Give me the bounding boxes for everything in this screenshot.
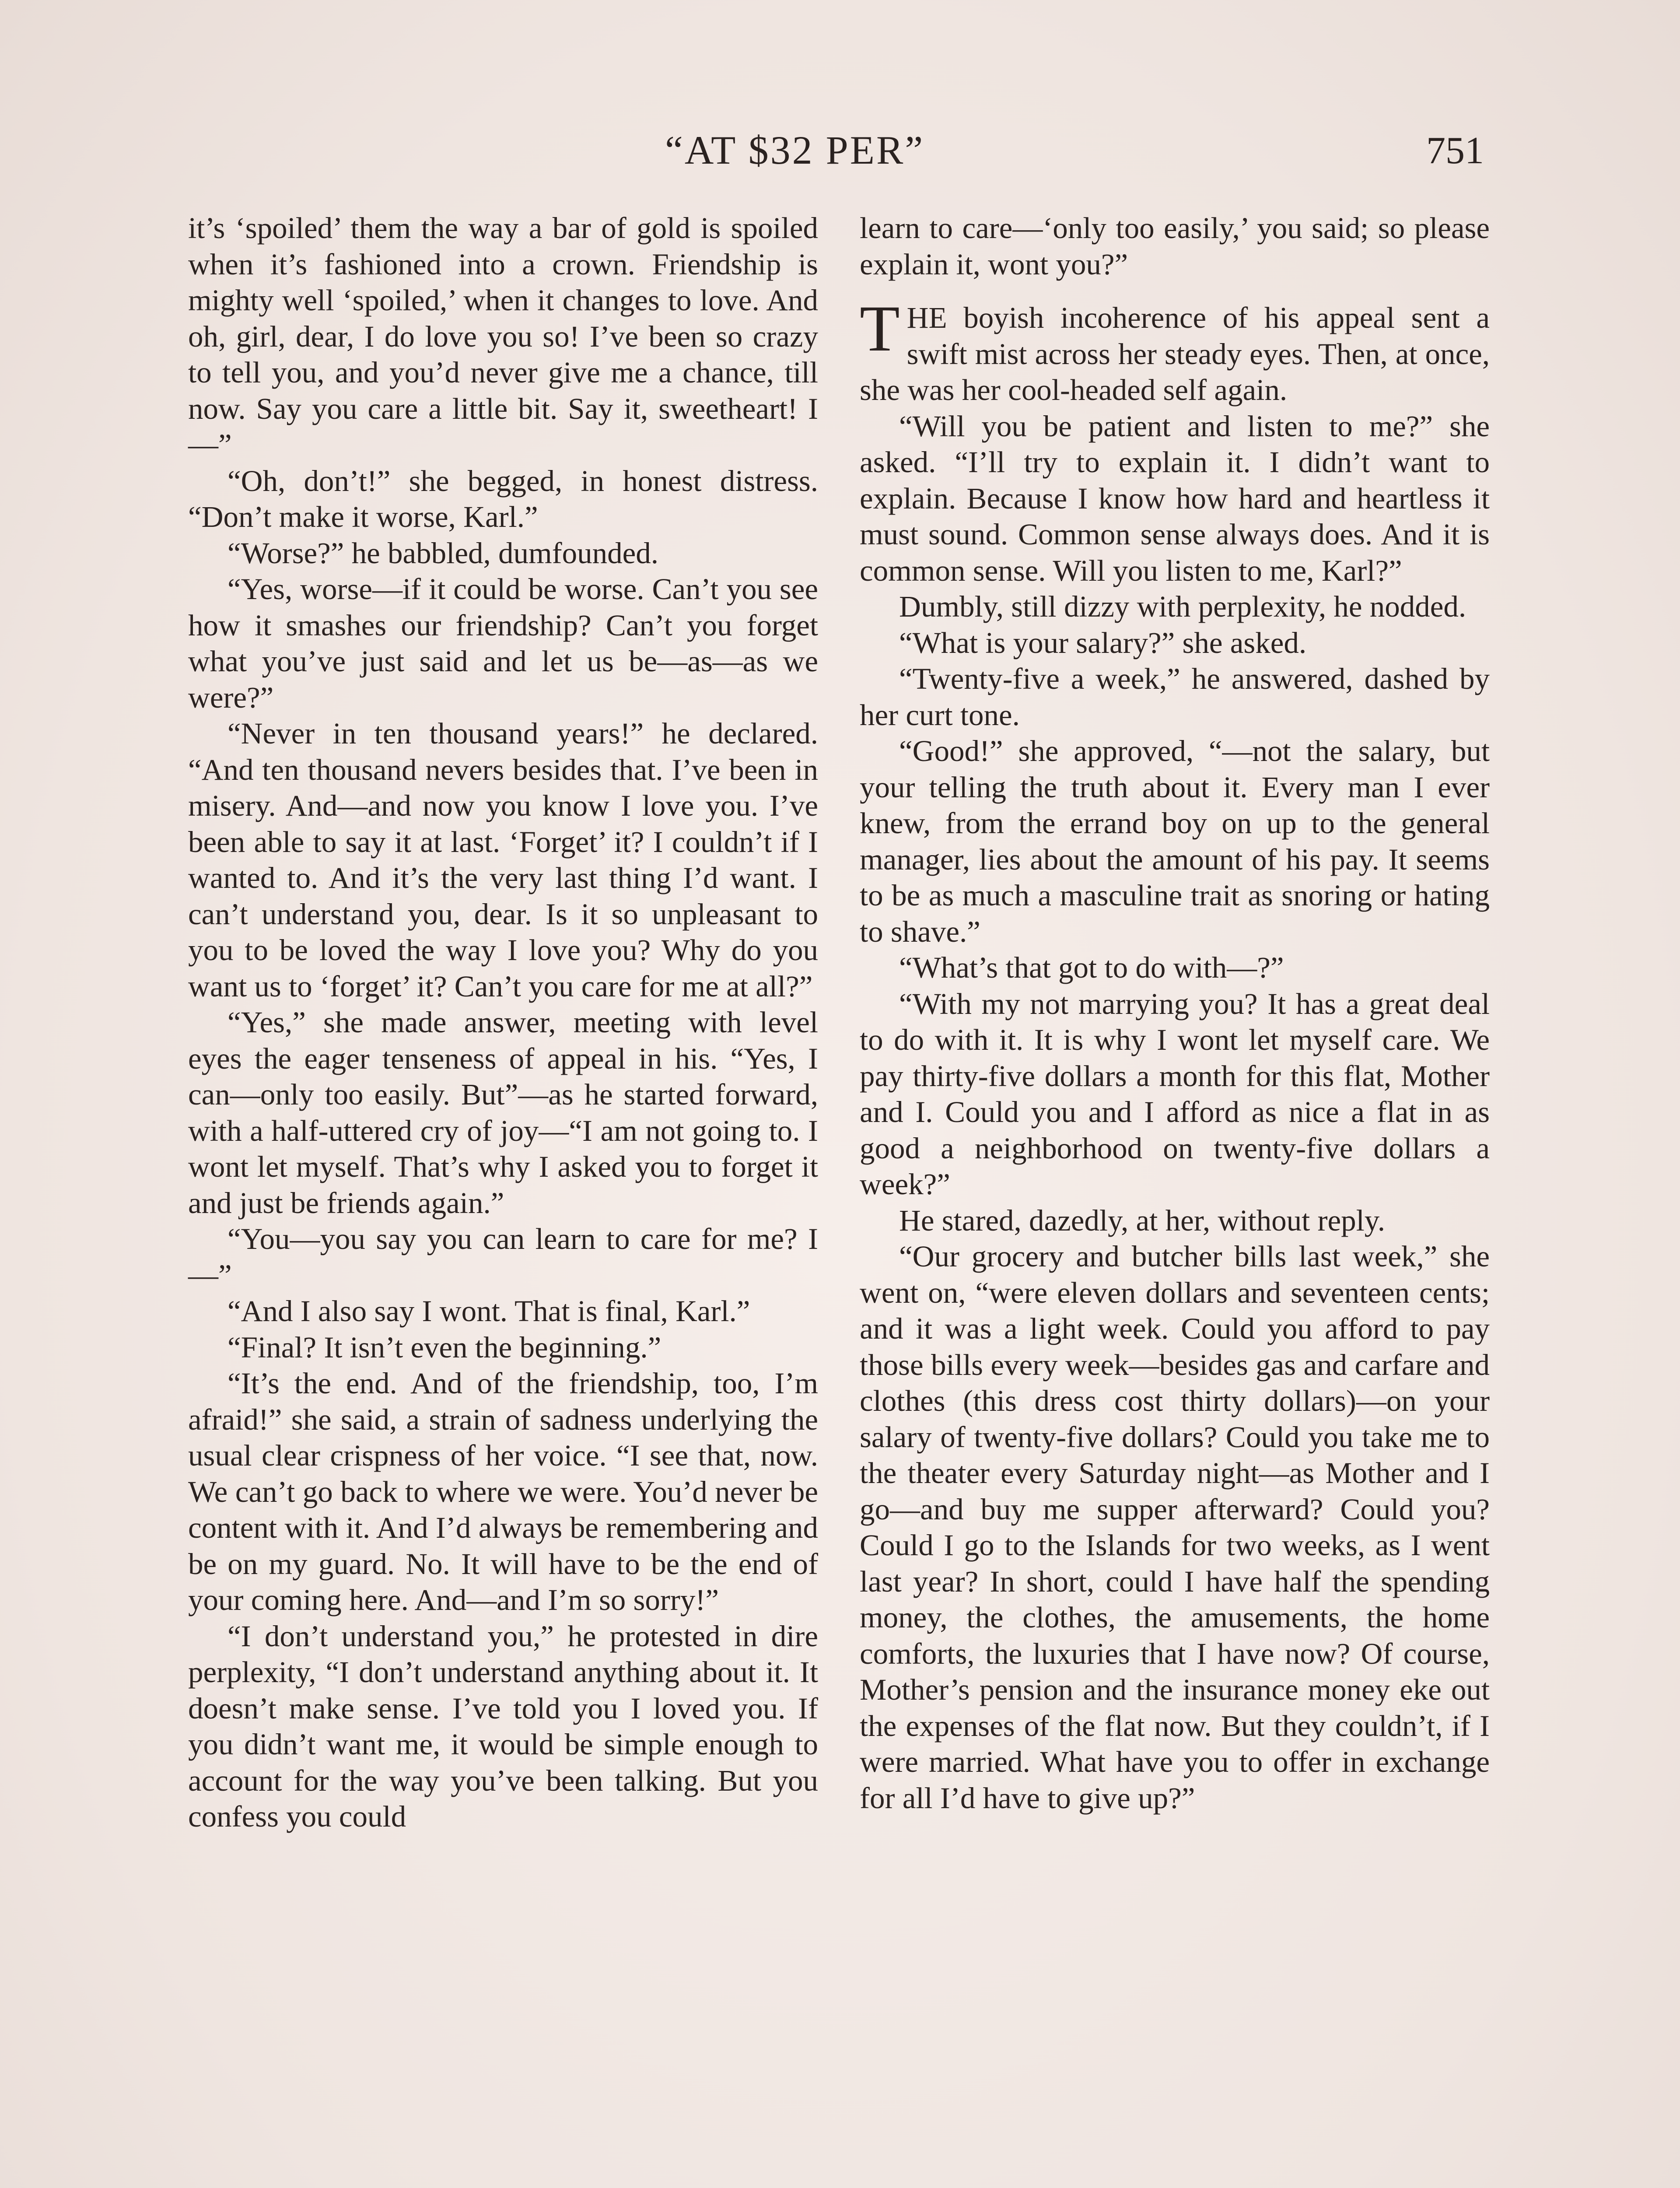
page-title: “AT $32 PER”	[665, 128, 925, 172]
paragraph: learn to care—‘only too easily,’ you said; so please explain it, wont you?”	[860, 211, 1490, 281]
paragraph: Dumbly, still dizzy with perplexity, he nodded.	[899, 590, 1466, 623]
paragraph: “Oh, don’t!” she begged, in honest distress. “Don’t make it worse, Karl.”	[188, 464, 818, 533]
paragraph: “It’s the end. And of the friendship, too, I’m afraid!” she said, a strain of sadness underlying the usual clear crispness of her voice. “I see that, now. We can’t go back to where we were. You’d never be content with it. And I’d always be remembering and be on my guard. No. It will have to be the end of your coming here. And—and I’m so sorry!”	[188, 1367, 818, 1616]
right-column	[860, 210, 1490, 1816]
left-column	[188, 210, 818, 1835]
paragraph: “Will you be patient and listen to me?” she asked. “I’ll try to explain it. I didn’t want to explain. Because I know how hard and heartless it must sound. Common sense always does. And it is common sense. Will you listen to me, Karl?”	[860, 409, 1490, 587]
paragraph: “Final? It isn’t even the beginning.”	[228, 1330, 662, 1364]
paragraph: “And I also say I wont. That is final, Karl.”	[228, 1294, 750, 1328]
dropcap-letter: T	[860, 292, 900, 365]
paragraph: “What is your salary?” she asked.	[899, 626, 1307, 659]
dropcap-paragraph	[860, 292, 1490, 408]
paragraph: “Yes,” she made answer, meeting with level eyes the eager tenseness of appeal in his. “Yes, I can—only too easily. But”—as he started forward, with a half-uttered cry of joy—“I am not going to. I wont let myself. That’s why I asked you to forget it and just be friends again.”	[188, 1006, 818, 1220]
running-head	[0, 127, 1680, 179]
dropcap-paragraph-text: HE boyish incoherence of his appeal sent a swift mist across her steady eyes. Then, at once, she was her cool-headed self again.	[860, 301, 1490, 407]
paragraph: “Good!” she approved, “—not the salary, but your telling the truth about it. Every man I ever knew, from the errand boy on up to the general manager, lies about the amount of his pay. It seems to be as much a masculine trait as snoring or hating to shave.”	[860, 734, 1490, 948]
paragraph: “I don’t understand you,” he protested in dire perplexity, “I don’t understand anything about it. It doesn’t make sense. I’ve told you I loved you. If you didn’t want me, it would be simple enough to account for the way you’ve been talking. But you confess you could	[188, 1619, 818, 1833]
paragraph: it’s ‘spoiled’ them the way a bar of gold is spoiled when it’s fashioned into a crown. Friendship is mighty well ‘spoiled,’ when it changes to love. And oh, girl, dear, I do love you so! I’ve been so crazy to tell you, and you’d never give me a chance, till now. Say you care a little bit. Say it, sweetheart! I—”	[188, 211, 818, 461]
page-number: 751	[1426, 130, 1484, 172]
paragraph: “Twenty-five a week,” he answered, dashed by her curt tone.	[860, 662, 1490, 732]
paragraph: “Never in ten thousand years!” he declared. “And ten thousand nevers besides that. I’ve been in misery. And—and now you know I love you. I’ve been able to say it at last. ‘Forget’ it? I couldn’t if I wanted to. And it’s the very last thing I’d want. I can’t understand you, dear. Is it so unpleasant to you to be loved the way I love you? Why do you want us to ‘forget’ it? Can’t you care for me at all?”	[188, 717, 818, 1003]
paragraph: “With my not marrying you? It has a great deal to do with it. It is why I wont let myself care. We pay thirty-five dollars a month for this flat, Mother and I. Could you and I afford as nice a flat in as good a neighborhood on twenty-five dollars a week?”	[860, 987, 1490, 1201]
paragraph: He stared, dazedly, at her, without reply.	[899, 1203, 1386, 1237]
paragraph: “What’s that got to do with—?”	[899, 951, 1284, 984]
paragraph: “Worse?” he babbled, dumfounded.	[228, 536, 659, 570]
paragraph: “Yes, worse—if it could be worse. Can’t you see how it smashes our friendship? Can’t you forget what you’ve just said and let us be—as—as we were?”	[188, 572, 818, 714]
paragraph: “Our grocery and butcher bills last week,” she went on, “were eleven dollars and seventeen cents; and it was a light week. Could you afford to pay those bills every week—besides gas and carfare and clothes (this dress cost thirty dollars)—on your salary of twenty-five dollars? Could you take me to the theater every Saturday night—as Mother and I go—and buy me supper afterward? Could you? Could I go to the Islands for two weeks, as I went last year? In short, could I have half the spending money, the clothes, the amusements, the home comforts, the luxuries that I have now? Of course, Mother’s pension and the insurance money eke out the expenses of the flat now. But they couldn’t, if I were married. What have you to offer in exchange for all I’d have to give up?”	[860, 1240, 1490, 1815]
paragraph: “You—you say you can learn to care for me? I—”	[188, 1222, 818, 1292]
